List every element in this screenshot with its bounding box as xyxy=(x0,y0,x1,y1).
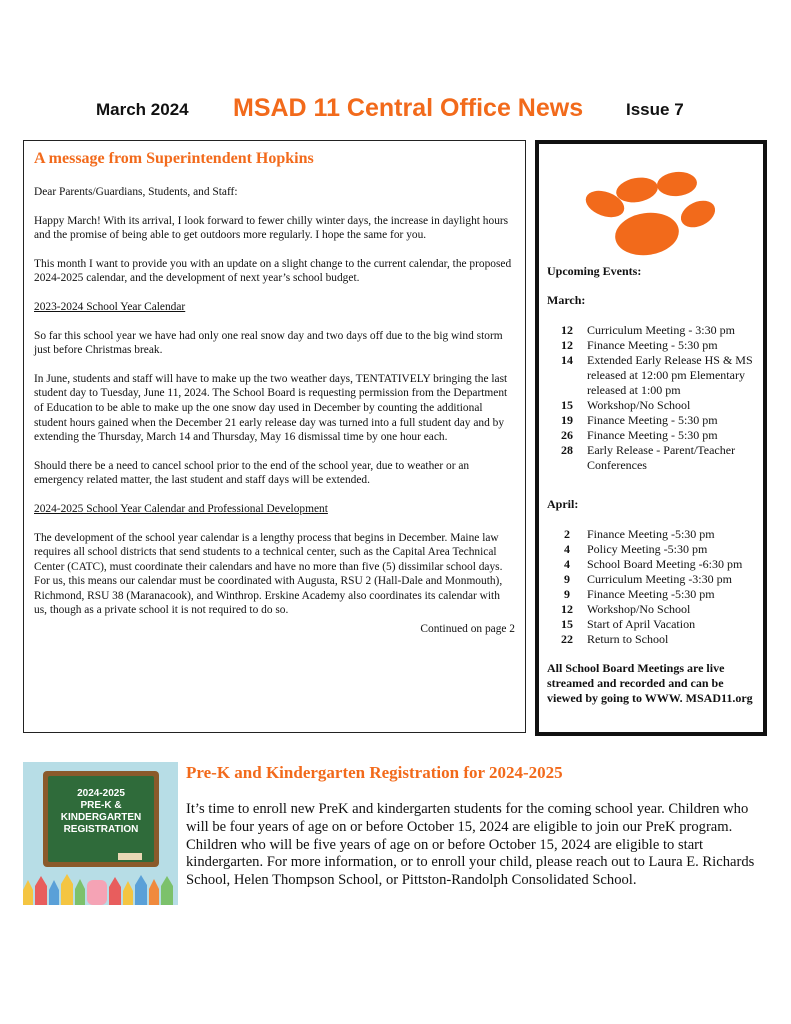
registration-chalkboard-image xyxy=(23,762,178,905)
chalkboard-line: 2024-2025 xyxy=(77,788,125,799)
event-day: 2 xyxy=(564,527,570,541)
registration-heading: Pre-K and Kindergarten Registration for 2024-2025 xyxy=(186,763,563,782)
event-item xyxy=(547,602,755,617)
event-item xyxy=(547,557,755,572)
event-day: 15 xyxy=(561,398,573,412)
event-description: Early Release - Parent/Teacher Conferences xyxy=(587,443,736,472)
section-subheading: 2023-2024 School Year Calendar xyxy=(34,300,186,313)
message-paragraph: This month I want to provide you with an update on a slight change to the current calendar, the proposed 2024-2025 calendar, and the development of next year’s school budget. xyxy=(34,257,512,285)
event-item xyxy=(547,587,755,602)
event-day: 4 xyxy=(564,557,570,571)
message-greeting: Dear Parents/Guardians, Students, and Staff: xyxy=(34,186,238,198)
march-events-list xyxy=(547,323,755,473)
event-item xyxy=(547,428,755,443)
newsletter-title: MSAD 11 Central Office News xyxy=(233,94,584,122)
event-item xyxy=(547,443,755,473)
event-day: 12 xyxy=(561,323,573,337)
paw-print-icon xyxy=(581,168,721,256)
event-item xyxy=(547,527,755,542)
section-subheading: 2024-2025 School Year Calendar and Professional Development xyxy=(34,502,328,515)
event-item xyxy=(547,632,755,647)
event-description: Policy Meeting -5:30 pm xyxy=(587,542,708,556)
event-description: Workshop/No School xyxy=(587,602,691,616)
month-label-april: April: xyxy=(547,497,579,511)
upcoming-events-panel xyxy=(535,140,767,736)
event-item xyxy=(547,413,755,428)
event-day: 28 xyxy=(561,443,573,457)
event-description: Workshop/No School xyxy=(587,398,691,412)
issue-date: March 2024 xyxy=(96,100,189,119)
event-description: School Board Meeting -6:30 pm xyxy=(587,557,743,571)
event-day: 12 xyxy=(561,338,573,352)
event-day: 9 xyxy=(564,572,570,586)
event-description: Finance Meeting -5:30 pm xyxy=(587,587,715,601)
event-day: 22 xyxy=(561,632,573,646)
event-day: 14 xyxy=(561,353,573,367)
event-item xyxy=(547,323,755,338)
event-description: Curriculum Meeting - 3:30 pm xyxy=(587,323,735,337)
issue-number: Issue 7 xyxy=(626,100,684,119)
chalkboard-line: PRE-K & xyxy=(80,800,122,811)
month-label-march: March: xyxy=(547,293,586,307)
continued-note: Continued on page 2 xyxy=(420,623,515,636)
event-description: Start of April Vacation xyxy=(587,617,696,631)
event-item xyxy=(547,353,755,398)
event-description: Finance Meeting -5:30 pm xyxy=(587,527,715,541)
event-item xyxy=(547,617,755,632)
message-paragraph: The development of the school year calendar is a lengthy process that begins in December. Maine law requires all school districts that send students to a technical center, such as the Capital Area Technical Center (CATC), must coordinate their calendars and have no more than five (5) dissimilar school days. For us, this means our calendar must be coordinated with Augusta, RSU 2 (Hall-Dale and Monmouth), Richmond, RSU 38 (Maranacook), and Winthrop. Erskine Academy also coordinates its calendar with us, though as a private school it is not required to do so. xyxy=(34,531,503,617)
event-day: 15 xyxy=(561,617,573,631)
event-day: 4 xyxy=(564,542,570,556)
event-item xyxy=(547,542,755,557)
message-paragraph: In June, students and staff will have to make up the two weather days, TENTATIVELY bringing the last student day to Tuesday, June 11, 2024. The School Board is requesting permission from the Department of Education to be able to make up the one snow day used in December by counting the additional student hours gained when the December 21 early release day was turned into a full student day and by extending the Thursday, March 14 and Thursday, May 16 dismissal time by one hour each. xyxy=(34,372,508,444)
event-item xyxy=(547,572,755,587)
message-paragraph: So far this school year we have had only one real snow day and two days off due to the big wind storm just before Christmas break. xyxy=(34,329,503,357)
chalkboard-text xyxy=(48,788,154,836)
april-events-list xyxy=(547,527,755,647)
superintendent-message xyxy=(23,140,526,733)
event-item xyxy=(547,338,755,353)
message-heading: A message from Superintendent Hopkins xyxy=(34,150,314,167)
event-item xyxy=(547,398,755,413)
event-description: Return to School xyxy=(587,632,669,646)
event-day: 26 xyxy=(561,428,573,442)
registration-body: It’s time to enroll new PreK and kindergarten students for the coming school year. Children who will be four years of age on or before October 15, 2024 are eligible to join our PreK program. Children who will be five years of age on or before October 15, 2024 are eligible to start kindergarten. For more information, or to enroll your child, please reach out to Laura E. Richards School, Helen Thompson School, or Pittston-Randolph Consolidated School. xyxy=(186,801,755,889)
livestream-note: All School Board Meetings are live streamed and recorded and can be viewed by going to WWW. MSAD11.org xyxy=(547,661,753,705)
event-day: 19 xyxy=(561,413,573,427)
event-description: Curriculum Meeting -3:30 pm xyxy=(587,572,732,586)
chalkboard-line: REGISTRATION xyxy=(63,824,139,835)
event-description: Finance Meeting - 5:30 pm xyxy=(587,413,718,427)
event-description: Extended Early Release HS & MS released at 12:00 pm Elementary released at 1:00 pm xyxy=(587,353,753,397)
chalkboard-line: KINDERGARTEN xyxy=(60,812,142,823)
event-description: Finance Meeting - 5:30 pm xyxy=(587,338,718,352)
event-day: 9 xyxy=(564,587,570,601)
event-description: Finance Meeting - 5:30 pm xyxy=(587,428,718,442)
event-day: 12 xyxy=(561,602,573,616)
masthead xyxy=(0,94,791,128)
events-heading: Upcoming Events: xyxy=(547,264,642,278)
message-paragraph: Happy March! With its arrival, I look forward to fewer chilly winter days, the increase in daylight hours and the promise of being able to get outdoors more regularly. I hope the same for you. xyxy=(34,214,509,242)
message-paragraph: Should there be a need to cancel school prior to the end of the school year, due to weather or an emergency related matter, the last student and staff days will be extended. xyxy=(34,459,470,487)
